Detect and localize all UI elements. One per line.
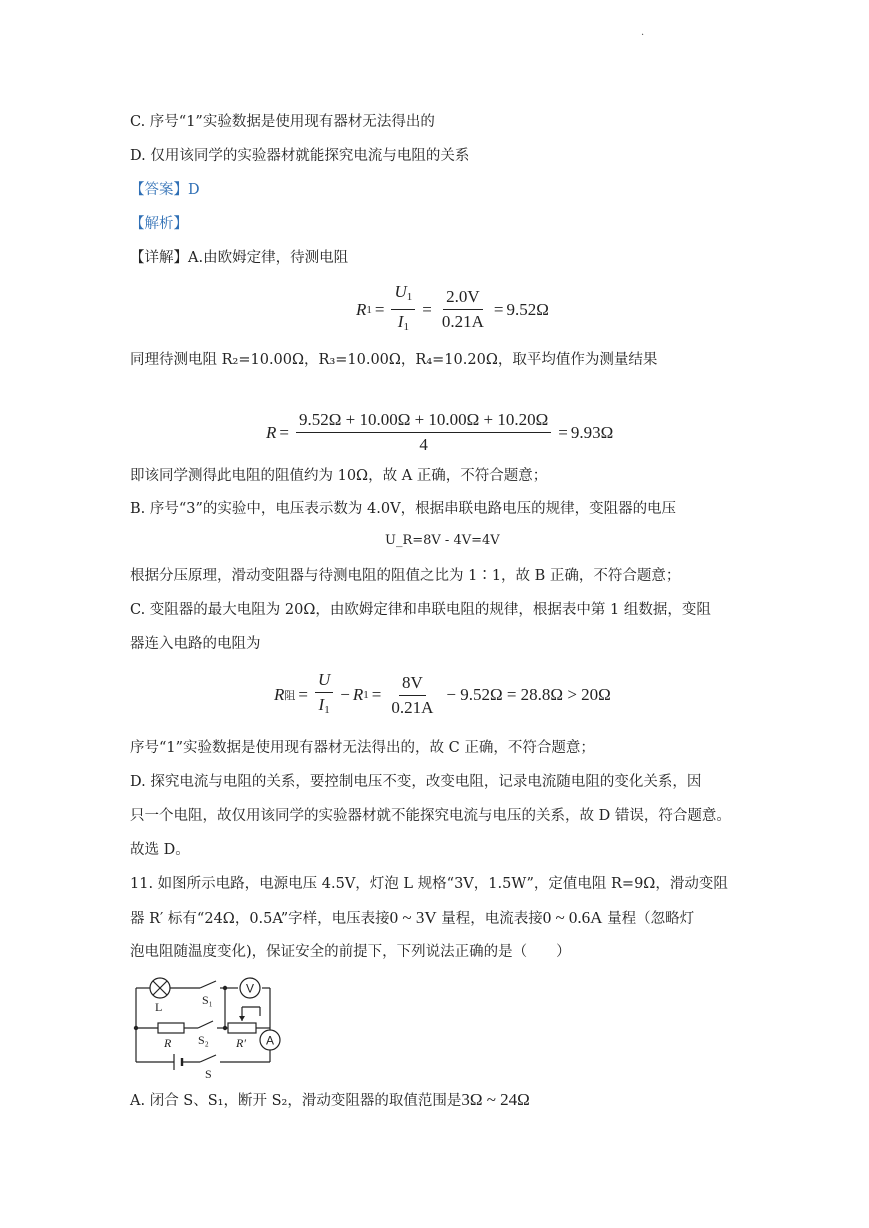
eq1-den: I	[397, 312, 404, 331]
eq3-minus: R	[352, 685, 364, 704]
eq1-lhs-sub: 1	[366, 303, 372, 316]
eq3-minus-sub: 1	[363, 689, 369, 701]
rheostat-icon	[228, 1023, 256, 1033]
equation-average: R = $\frac{9.52\Omega + 10.00\Omega + 10.00\Omega + 10.20\Omega}{4}$ = 9.93Ω	[266, 410, 614, 454]
junction-dot	[223, 986, 227, 990]
q11-text-pre: 器 R′ 标有“24Ω，0.5A”字样，电压表接	[130, 911, 390, 927]
eq1-den2: 0.21A	[441, 312, 484, 331]
question-11-line-1: 11. 如图所示电路，电源电压 4.5V，灯泡 L 规格“3V，1.5W”，定值电阻 R=9Ω，滑动变阻	[130, 876, 728, 892]
equation-r1: R 1 = $\frac{U_1}{I_1}$ = $\frac{2.0V}{0.21A}$ = 9.52Ω	[356, 282, 549, 337]
lamp-label: L	[155, 1000, 163, 1014]
option-b-line-1: B. 序号“3”的实验中，电压表示数为 4.0V，根据串联电路电压的规律，变阻器的电压	[130, 501, 677, 517]
switch-s1-label: S₁	[202, 993, 213, 1007]
eq3-fraction-numeric	[388, 673, 436, 718]
eq1-num2: 2.0V	[443, 287, 483, 310]
junction-dot	[223, 1026, 227, 1030]
option-d-line: D. 仅用该同学的实验器材就能探究电流与电阻的关系	[130, 148, 470, 164]
option-d-analysis-1: D. 探究电流与电阻的关系，要控制电压不变，改变电阻，记录电流随电阻的变化关系，因	[130, 774, 702, 790]
question-11-line-3: 泡电阻随温度变化)，保证安全的前提下，下列说法正确的是（ ）	[130, 944, 571, 960]
option-d-analysis-2: 只一个电阻，故仅用该同学的实验器材就不能探究电流与电压的关系，故 D 错误，符合题意。	[130, 808, 731, 824]
switch-s2-label: S₂	[198, 1033, 209, 1047]
answer-label: 【答案】D	[130, 182, 200, 198]
option-c-analysis-3: 序号“1”实验数据是使用现有器材无法得出的，故 C 正确，不符合题意；	[130, 740, 595, 756]
ammeter-icon	[260, 1030, 280, 1050]
eq1-num-sub: 1	[406, 291, 413, 303]
same-method-line: 同理待测电阻 R₂=10.00Ω，R₃=10.00Ω，R₄=10.20Ω，取平均值作为测量结果	[130, 352, 658, 368]
equation-r-variable: R 阻 = $\frac{U}{I_1}$ − R 1 = $\frac{8V}{0.21A}$ − 9.52Ω = 28.8Ω > 20Ω	[274, 670, 611, 720]
eq3-den2: 0.21A	[391, 697, 434, 717]
lamp-icon	[150, 978, 170, 998]
eq3-tail: − 9.52Ω = 28.8Ω > 20Ω	[446, 685, 611, 704]
eq1-den-sub: 1	[403, 321, 409, 333]
eq3-lhs-sub: 阻	[284, 690, 296, 702]
eq1-fraction-symbolic	[391, 282, 415, 337]
eq1-num: U	[394, 282, 407, 301]
option-b-line-2: 根据分压原理，滑动变阻器与待测电阻的阻值之比为 1∶1，故 B 正确，不符合题意；	[130, 568, 681, 584]
question-11-line-2	[130, 908, 694, 929]
eq1-fraction-numeric	[439, 287, 487, 332]
eq2-fraction	[296, 410, 551, 455]
conclusion-a-line: 即该同学测得此电阻的阻值约为 10Ω，故 A 正确，不符合题意；	[130, 468, 548, 484]
voltmeter-range: 0 ~ 3V	[389, 908, 437, 927]
option-a-text: A. 闭合 S、S₁，断开 S₂，滑动变阻器的取值范围是	[130, 1093, 462, 1109]
ammeter-range: 0 ~ 0.6A	[542, 908, 603, 927]
eq2-lhs: R	[266, 422, 277, 442]
eq1-lhs: R	[356, 299, 367, 319]
eq2-num: 9.52Ω + 10.00Ω + 10.00Ω + 10.20Ω	[296, 410, 551, 433]
choose-line: 故选 D。	[130, 842, 190, 858]
eq3-den: I	[318, 695, 325, 714]
eq2-result: 9.93Ω	[570, 422, 614, 442]
resistor-label: R	[164, 1036, 172, 1050]
analysis-label: 【解析】	[130, 216, 188, 232]
eq3-num: U	[317, 670, 331, 689]
ammeter-label: A	[265, 1033, 275, 1048]
junction-dot	[134, 1026, 138, 1030]
eq2-den: 4	[419, 435, 428, 454]
circuit-diagram	[128, 972, 288, 1082]
eq3-den-sub: 1	[324, 704, 330, 716]
header-mark: ·	[641, 30, 645, 41]
voltmeter-label: V	[245, 981, 255, 996]
eq3-lhs: R	[274, 685, 285, 704]
slider-arrow-icon	[239, 1016, 245, 1021]
battery-icon	[174, 1054, 182, 1070]
rheostat-label: R′	[236, 1036, 246, 1050]
eq3-fraction-symbolic	[315, 670, 333, 720]
question-11-option-a	[130, 1090, 530, 1111]
option-a-range: 3Ω ~ 24Ω	[461, 1090, 530, 1109]
option-c-line: C. 序号“1”实验数据是使用现有器材无法得出的	[130, 114, 435, 130]
q11-text-post: 量程（忽略灯	[602, 911, 695, 927]
eq3-num2: 8V	[399, 673, 426, 696]
voltmeter-icon	[240, 978, 260, 998]
option-c-analysis-1: C. 变阻器的最大电阻为 20Ω，由欧姆定律和串联电阻的规律，根据表中第 1 组数据，变阻	[130, 602, 711, 618]
eq1-result: 9.52Ω	[506, 299, 549, 319]
detail-line: 【详解】A.由欧姆定律，待测电阻	[130, 250, 349, 266]
ur-equation: U_R=8V - 4V=4V	[385, 533, 500, 548]
option-c-analysis-2: 器连入电路的电阻为	[130, 636, 261, 652]
q11-text-mid: 量程，电流表接	[436, 911, 543, 927]
switch-s-label: S	[205, 1067, 212, 1081]
resistor-icon	[158, 1023, 184, 1033]
